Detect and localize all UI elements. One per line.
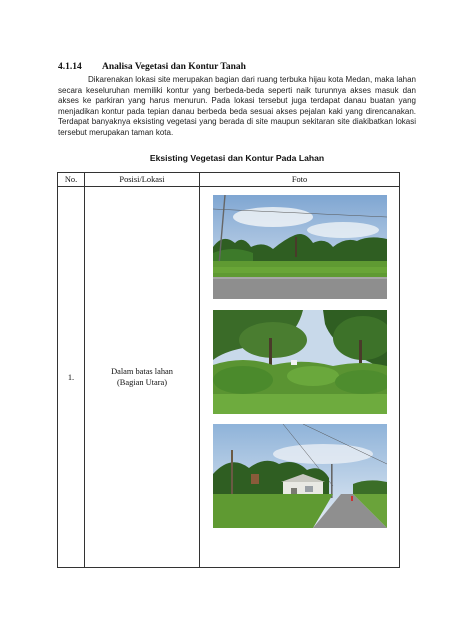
table-caption: Eksisting Vegetasi dan Kontur Pada Lahan <box>149 153 325 163</box>
table-header-row <box>58 173 400 187</box>
section-heading <box>58 62 246 72</box>
vegetation-table <box>57 172 400 568</box>
location-line2: (Bagian Utara) <box>117 378 167 387</box>
header-photo: Foto <box>200 173 400 187</box>
header-location: Posisi/Lokasi <box>85 173 200 187</box>
row-number: 1. <box>58 187 85 568</box>
table-row <box>58 187 400 568</box>
body-text <box>58 75 416 139</box>
photo-road-building <box>213 424 387 528</box>
photo-field-road <box>213 195 387 299</box>
header-no: No. <box>58 173 85 187</box>
photo-dense-vegetation <box>213 310 387 414</box>
section-number: 4.1.14 <box>58 62 82 72</box>
photo-cell <box>200 187 400 568</box>
paragraph-text: Dikarenakan lokasi site merupakan bagian dari ruang terbuka hijau kota Medan, maka lahan secara keseluruhan memiliki kontur yang berbeda-beda seperti naik turunnya akses masuk dan akses ke parkiran yang harus menurun. Pada lokasi tersebut juga terdapat danau buatan yang menjadikan kontur pada tepian danau berbeda beda sesuai akses pejalan kaki yang direncanakan. Terdapat banyaknya eksisting vegetasi yang berada di site maupun sekitaran site diakibatkan lokasi tersebut merupakan taman kota. <box>58 75 416 137</box>
section-title: Analisa Vegetasi dan Kontur Tanah <box>102 62 246 72</box>
row-location <box>85 187 200 568</box>
paragraph <box>58 75 416 139</box>
location-line1: Dalam batas lahan <box>111 367 173 376</box>
